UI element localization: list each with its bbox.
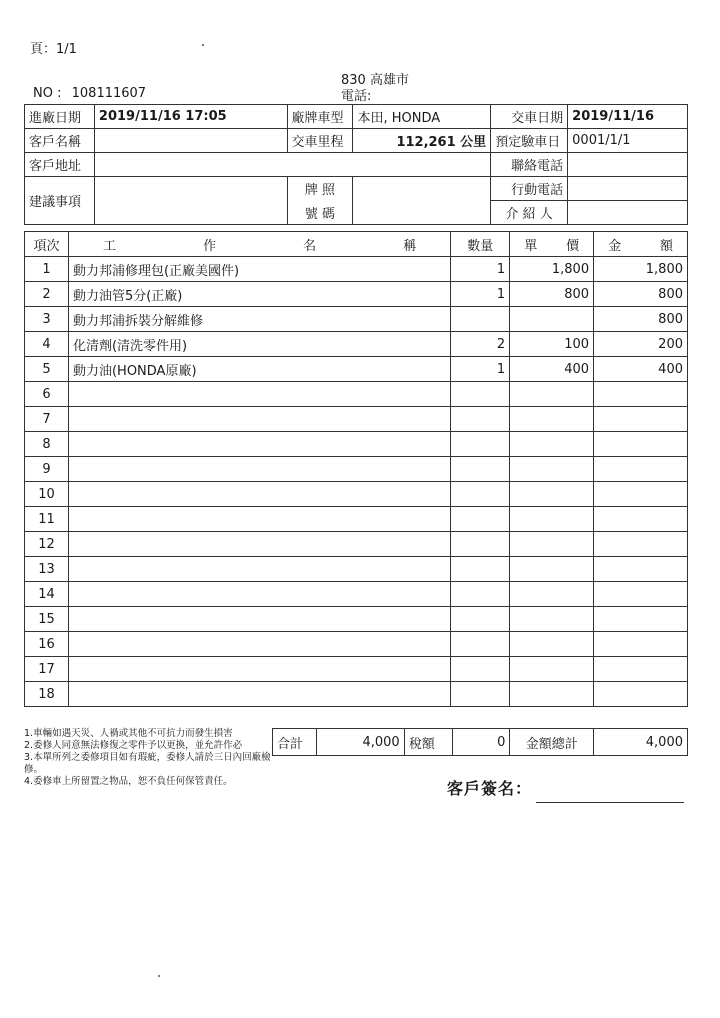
row-amount: [594, 582, 688, 607]
plate-value: [353, 177, 491, 225]
row-amount: [594, 682, 688, 707]
row-item-name: [68, 657, 450, 682]
row-item-name: 動力邦浦拆裝分解維修: [68, 307, 450, 332]
referrer-label: 介 紹 人: [491, 201, 568, 225]
row-amount: [594, 482, 688, 507]
table-row: [25, 557, 688, 582]
row-number: 16: [25, 632, 69, 657]
row-number: 15: [25, 607, 69, 632]
row-number: 18: [25, 682, 69, 707]
row-qty: [451, 382, 510, 407]
row-item-name: [68, 682, 450, 707]
suggestions-label: 建議事項: [25, 177, 95, 225]
row-item-name: [68, 532, 450, 557]
row-qty: [451, 307, 510, 332]
row-number: 8: [25, 432, 69, 457]
row-unit-price: [510, 632, 594, 657]
tax-value: 0: [452, 729, 510, 756]
row-amount: [594, 432, 688, 457]
row-qty: [451, 632, 510, 657]
row-unit-price: [510, 457, 594, 482]
company-phone-label: 電話:: [341, 89, 372, 104]
row-item-name: [68, 557, 450, 582]
row-qty: [451, 607, 510, 632]
scan-speck: [202, 44, 204, 46]
mileage-label: 交車里程: [287, 129, 353, 153]
row-number: 7: [25, 407, 69, 432]
row-number: 3: [25, 307, 69, 332]
row-amount: [594, 607, 688, 632]
delivery-date-value: 2019/11/16: [568, 105, 688, 129]
row-item-name: 動力油管5分(正廠): [68, 282, 450, 307]
row-amount: [594, 407, 688, 432]
company-address: 830 高雄市: [341, 73, 409, 88]
row-number: 12: [25, 532, 69, 557]
col-header-amount: [594, 232, 688, 257]
grand-total-label: 金額總計: [510, 729, 594, 756]
row-item-name: 動力油(HONDA原廠): [68, 357, 450, 382]
delivery-date-label: 交車日期: [491, 105, 568, 129]
table-row: [25, 407, 688, 432]
row-number: 4: [25, 332, 69, 357]
row-qty: [451, 582, 510, 607]
note-line: 1.車輛如遇天災、人禍或其他不可抗力而發生損害: [24, 728, 233, 739]
note-line: 3.本單所列之委修項目如有瑕疵，委修人請於三日內回廠檢修。: [24, 752, 271, 775]
row-amount: [594, 457, 688, 482]
row-number: 11: [25, 507, 69, 532]
row-qty: [451, 682, 510, 707]
table-row: [25, 632, 688, 657]
row-amount: [594, 632, 688, 657]
row-item-name: [68, 382, 450, 407]
table-row: [25, 257, 688, 282]
suggestions-value: [94, 177, 287, 225]
terms-notes: [24, 728, 274, 788]
row-unit-price: [510, 582, 594, 607]
col-header-amount-char: 金: [608, 238, 622, 254]
subtotal-value: 4,000: [316, 729, 404, 756]
table-row: [25, 282, 688, 307]
row-unit-price: [510, 407, 594, 432]
row-item-name: [68, 432, 450, 457]
vehicle-type-value: 本田, HONDA: [353, 105, 491, 129]
note-line: 4.委修車上所留置之物品，恕不負任何保管責任。: [24, 776, 233, 787]
customer-name-value: [94, 129, 287, 153]
row-number: 5: [25, 357, 69, 382]
customer-address-label: 客戶地址: [25, 153, 95, 177]
row-item-name: [68, 407, 450, 432]
row-amount: [594, 382, 688, 407]
row-qty: [451, 407, 510, 432]
contact-phone-value: [568, 153, 688, 177]
col-header-name-char: 作: [203, 238, 217, 254]
contact-phone-label: 聯絡電話: [491, 153, 568, 177]
plate-label-2: 號 碼: [287, 201, 353, 225]
row-item-name: [68, 507, 450, 532]
table-row: [25, 657, 688, 682]
row-qty: 1: [451, 282, 510, 307]
mobile-label: 行動電話: [491, 177, 568, 201]
col-header-price-char: 單: [524, 238, 538, 254]
row-amount: 200: [594, 332, 688, 357]
totals-row: [273, 729, 688, 756]
mileage-value: 112,261 公里: [353, 129, 491, 153]
row-qty: [451, 532, 510, 557]
mobile-value: [568, 177, 688, 201]
header-row-2: [25, 129, 688, 153]
col-header-no: 項次: [25, 232, 69, 257]
row-unit-price: 1,800: [510, 257, 594, 282]
header-row-3: [25, 153, 688, 177]
row-qty: [451, 432, 510, 457]
table-row: [25, 607, 688, 632]
col-header-name-char: 工: [102, 238, 116, 254]
row-amount: [594, 507, 688, 532]
table-row: [25, 457, 688, 482]
tax-label: 稅額: [404, 729, 452, 756]
customer-name-label: 客戶名稱: [25, 129, 95, 153]
row-item-name: 化清劑(清洗零件用): [68, 332, 450, 357]
plate-label-1: 牌 照: [287, 177, 353, 201]
row-unit-price: [510, 532, 594, 557]
row-unit-price: [510, 557, 594, 582]
col-header-price: [510, 232, 594, 257]
row-unit-price: [510, 607, 594, 632]
row-number: 14: [25, 582, 69, 607]
row-qty: [451, 557, 510, 582]
table-row: [25, 432, 688, 457]
row-unit-price: [510, 682, 594, 707]
scan-speck: [158, 975, 160, 977]
table-row: [25, 382, 688, 407]
col-header-name-char: 稱: [403, 238, 417, 254]
entry-date-label: 進廠日期: [25, 105, 95, 129]
table-row: [25, 507, 688, 532]
page-indicator: 頁：1/1: [30, 42, 77, 57]
row-item-name: [68, 582, 450, 607]
signature-label: 客戶簽名：: [447, 779, 533, 798]
row-amount: 800: [594, 282, 688, 307]
row-qty: 1: [451, 257, 510, 282]
table-row: [25, 482, 688, 507]
row-unit-price: 100: [510, 332, 594, 357]
row-amount: [594, 557, 688, 582]
table-row: [25, 307, 688, 332]
row-amount: [594, 532, 688, 557]
row-number: 17: [25, 657, 69, 682]
col-header-price-char: 價: [566, 238, 580, 254]
table-row: [25, 332, 688, 357]
row-unit-price: [510, 507, 594, 532]
row-unit-price: 800: [510, 282, 594, 307]
row-number: 10: [25, 482, 69, 507]
row-item-name: [68, 457, 450, 482]
row-number: 1: [25, 257, 69, 282]
row-qty: [451, 507, 510, 532]
row-unit-price: [510, 307, 594, 332]
table-row: [25, 532, 688, 557]
row-item-name: 動力邦浦修理包(正廠美國件): [68, 257, 450, 282]
row-amount: 1,800: [594, 257, 688, 282]
header-row-4: [25, 177, 688, 201]
customer-address-value: [94, 153, 490, 177]
row-qty: [451, 482, 510, 507]
signature-line[interactable]: [536, 802, 684, 803]
row-unit-price: [510, 432, 594, 457]
items-header-row: [25, 232, 688, 257]
table-row: [25, 582, 688, 607]
col-header-qty: 數量: [451, 232, 510, 257]
row-qty: 1: [451, 357, 510, 382]
row-qty: [451, 457, 510, 482]
items-table: [24, 231, 688, 707]
row-number: 2: [25, 282, 69, 307]
subtotal-label: 合計: [273, 729, 317, 756]
header-row-1: [25, 105, 688, 129]
row-item-name: [68, 607, 450, 632]
referrer-value: [568, 201, 688, 225]
row-qty: [451, 657, 510, 682]
grand-total-value: 4,000: [594, 729, 688, 756]
vehicle-type-label: 廠牌車型: [287, 105, 353, 129]
row-unit-price: [510, 482, 594, 507]
row-qty: 2: [451, 332, 510, 357]
row-unit-price: [510, 382, 594, 407]
totals-table: [272, 728, 688, 756]
row-number: 9: [25, 457, 69, 482]
entry-date-value: 2019/11/16 17:05: [94, 105, 287, 129]
note-line: 2.委修人同意無法修復之零件予以更換，並允許作必: [24, 740, 243, 751]
col-header-amount-char: 額: [659, 238, 673, 254]
table-row: [25, 357, 688, 382]
order-number-label: NO :: [33, 86, 62, 101]
row-number: 6: [25, 382, 69, 407]
row-item-name: [68, 632, 450, 657]
table-row: [25, 682, 688, 707]
header-table: [24, 104, 688, 225]
col-header-name: [68, 232, 450, 257]
col-header-name-char: 名: [303, 238, 317, 254]
row-amount: [594, 657, 688, 682]
inspection-date-value: 0001/1/1: [568, 129, 688, 153]
row-unit-price: [510, 657, 594, 682]
row-amount: 400: [594, 357, 688, 382]
row-unit-price: 400: [510, 357, 594, 382]
inspection-date-label: 預定驗車日: [491, 129, 568, 153]
order-number-value: 108111607: [71, 86, 147, 101]
order-number: [33, 86, 146, 101]
row-number: 13: [25, 557, 69, 582]
row-amount: 800: [594, 307, 688, 332]
row-item-name: [68, 482, 450, 507]
